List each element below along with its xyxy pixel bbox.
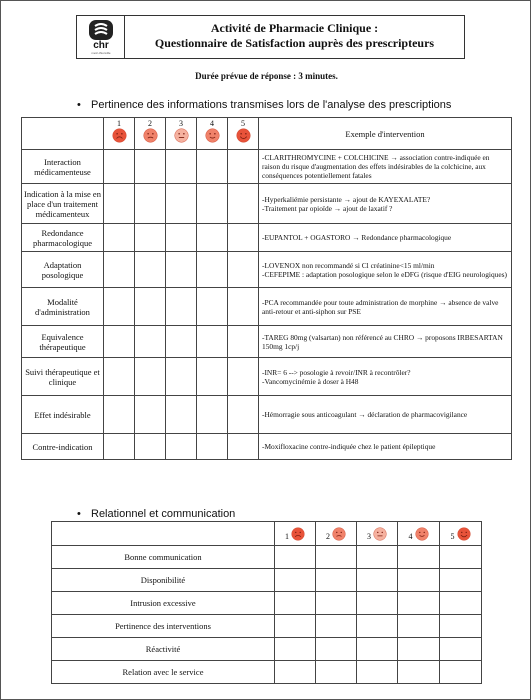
scale-header-2: 2 <box>135 118 166 150</box>
rating-cell-3[interactable] <box>357 569 398 592</box>
example-text: -CLARITHROMYCINE + COLCHICINE → association contre-indiquée en raison du risque d'augmentation des effets indésirables de la colchicine, aux conséquences potentiellement fatales <box>259 150 512 184</box>
rating-cell-1[interactable] <box>104 434 135 460</box>
scale-header-5: 5 <box>228 118 259 150</box>
title-line-2: Questionnaire de Satisfaction auprès des prescripteurs <box>154 36 435 50</box>
example-text: -TAREG 80mg (valsartan) non référencé au CHRO → proposons IRBESARTAN 150mg 1cp/j <box>259 326 512 358</box>
scale-header-2: 2 <box>316 522 357 546</box>
pertinence-table <box>21 117 512 460</box>
example-text: -PCA recommandée pour toute administration de morphine → absence de valve anti-retour et anti-siphon sur PSE <box>259 288 512 326</box>
rating-cell-5[interactable] <box>228 434 259 460</box>
rating-cell-1[interactable] <box>104 358 135 396</box>
rating-cell-1[interactable] <box>275 638 316 661</box>
rating-cell-2[interactable] <box>135 150 166 184</box>
rating-cell-2[interactable] <box>135 396 166 434</box>
rating-cell-3[interactable] <box>357 661 398 684</box>
rating-cell-5[interactable] <box>440 546 482 569</box>
title-line-1: Activité de Pharmacie Clinique : <box>210 21 379 35</box>
rating-cell-5[interactable] <box>228 184 259 224</box>
example-text: -LOVENOX non recommandé si Cl créatinine<15 ml/min -CEFEPIME : adaptation posologique selon le eDFG (risque d'EIG neurologiques) <box>259 252 512 288</box>
rating-cell-4[interactable] <box>197 434 228 460</box>
criterion-label: Indication à la mise en place d'un traitement médicamenteux <box>22 184 104 224</box>
table-row <box>22 358 512 396</box>
rating-cell-5[interactable] <box>228 252 259 288</box>
rating-cell-2[interactable] <box>135 224 166 252</box>
very-unhappy-face-icon <box>112 130 127 147</box>
section1-title-text: Pertinence des informations transmises lors de l'analyse des prescriptions <box>91 99 452 111</box>
happy-face-icon <box>205 130 220 147</box>
rating-cell-3[interactable] <box>166 396 197 434</box>
rating-cell-2[interactable] <box>135 326 166 358</box>
criterion-label: Contre-indication <box>22 434 104 460</box>
scale-header-1: 1 <box>104 118 135 150</box>
rating-cell-5[interactable] <box>440 592 482 615</box>
document-title <box>125 21 464 51</box>
rating-cell-2[interactable] <box>316 615 357 638</box>
rating-cell-3[interactable] <box>357 546 398 569</box>
rating-cell-4[interactable] <box>197 224 228 252</box>
response-duration: Durée prévue de réponse : 3 minutes. <box>195 71 338 81</box>
rating-cell-4[interactable] <box>197 150 228 184</box>
neutral-face-icon <box>373 528 387 537</box>
logo-text: chr <box>93 40 109 51</box>
table-row <box>52 569 482 592</box>
section2-title-text: Relationnel et communication <box>91 508 236 520</box>
rating-cell-5[interactable] <box>228 150 259 184</box>
rating-cell-5[interactable] <box>440 615 482 638</box>
rating-cell-2[interactable] <box>316 661 357 684</box>
rating-cell-5[interactable] <box>440 569 482 592</box>
rating-cell-2[interactable] <box>316 546 357 569</box>
criterion-label: Equivalence thérapeutique <box>22 326 104 358</box>
rating-cell-1[interactable] <box>104 288 135 326</box>
rating-cell-4[interactable] <box>398 615 440 638</box>
rating-cell-1[interactable] <box>104 396 135 434</box>
criterion-header-cell <box>22 118 104 150</box>
unhappy-face-icon <box>143 130 158 147</box>
table-row <box>22 326 512 358</box>
table-row <box>52 615 482 638</box>
rating-cell-1[interactable] <box>104 150 135 184</box>
rating-cell-5[interactable] <box>228 358 259 396</box>
rating-cell-1[interactable] <box>104 326 135 358</box>
rating-cell-2[interactable] <box>316 638 357 661</box>
bullet-icon: • <box>77 99 81 111</box>
section1-title <box>77 99 451 111</box>
table-row <box>52 592 482 615</box>
rating-cell-4[interactable] <box>197 252 228 288</box>
rating-cell-2[interactable] <box>316 592 357 615</box>
criterion-label: Intrusion excessive <box>52 592 275 615</box>
table-row <box>52 661 482 684</box>
example-text: -Hémorragie sous anticoagulant → déclaration de pharmacovigilance <box>259 396 512 434</box>
neutral-face-icon <box>174 130 189 147</box>
rating-cell-5[interactable] <box>440 638 482 661</box>
very-happy-face-icon <box>236 130 251 147</box>
rating-cell-3[interactable] <box>166 358 197 396</box>
relationnel-table-body <box>52 546 482 684</box>
rating-cell-3[interactable] <box>166 326 197 358</box>
rating-cell-3[interactable] <box>357 615 398 638</box>
criterion-label: Disponibilité <box>52 569 275 592</box>
very-unhappy-face-icon <box>291 528 305 537</box>
scale-header-1: 1 <box>275 522 316 546</box>
rating-cell-3[interactable] <box>166 288 197 326</box>
criterion-label: Adaptation posologique <box>22 252 104 288</box>
rating-cell-3[interactable] <box>166 252 197 288</box>
rating-cell-3[interactable] <box>357 638 398 661</box>
criterion-header-cell <box>52 522 275 546</box>
rating-cell-2[interactable] <box>316 569 357 592</box>
rating-cell-4[interactable] <box>398 661 440 684</box>
rating-cell-2[interactable] <box>135 288 166 326</box>
rating-cell-5[interactable] <box>440 661 482 684</box>
rating-cell-1[interactable] <box>275 592 316 615</box>
rating-cell-4[interactable] <box>398 592 440 615</box>
example-text: -Hyperkaliémie persistante → ajout de KAYEXALATE? -Traitement par opioïde → ajout de laxatif ? <box>259 184 512 224</box>
scale-header-3: 3 <box>357 522 398 546</box>
criterion-label: Interaction médicamenteuse <box>22 150 104 184</box>
example-header: Exemple d'intervention <box>259 118 512 150</box>
bullet-icon: • <box>77 508 81 520</box>
rating-cell-1[interactable] <box>104 184 135 224</box>
criterion-label: Redondance pharmacologique <box>22 224 104 252</box>
rating-cell-3[interactable] <box>166 184 197 224</box>
criterion-label: Effet indésirable <box>22 396 104 434</box>
example-text: -INR= 6 --> posologie à revoir/INR à recontrôler? -Vancomycinémie à doser à H48 <box>259 358 512 396</box>
rating-cell-4[interactable] <box>197 326 228 358</box>
rating-cell-4[interactable] <box>398 546 440 569</box>
table-header-row <box>22 118 512 150</box>
happy-face-icon <box>415 528 429 537</box>
rating-cell-5[interactable] <box>228 396 259 434</box>
table-row <box>52 546 482 569</box>
table-row <box>52 638 482 661</box>
rating-cell-4[interactable] <box>398 569 440 592</box>
example-text: -EUPANTOL + OGASTORO → Redondance pharmacologique <box>259 224 512 252</box>
rating-cell-1[interactable] <box>104 224 135 252</box>
rating-cell-2[interactable] <box>135 184 166 224</box>
table-row <box>22 252 512 288</box>
unhappy-face-icon <box>332 528 346 537</box>
rating-cell-2[interactable] <box>135 358 166 396</box>
hospital-logo <box>77 16 125 58</box>
logo-icon <box>86 19 116 41</box>
section2-title <box>77 508 235 520</box>
rating-cell-4[interactable] <box>197 288 228 326</box>
criterion-label: Bonne communication <box>52 546 275 569</box>
rating-cell-3[interactable] <box>166 224 197 252</box>
example-text: -Moxifloxacine contre-indiquée chez le patient épileptique <box>259 434 512 460</box>
rating-cell-5[interactable] <box>228 326 259 358</box>
criterion-label: Relation avec le service <box>52 661 275 684</box>
rating-cell-4[interactable] <box>197 184 228 224</box>
table-row <box>22 288 512 326</box>
rating-cell-3[interactable] <box>357 592 398 615</box>
criterion-label: Modalité d'administration <box>22 288 104 326</box>
table-header-row <box>52 522 482 546</box>
scale-header-5: 5 <box>440 522 482 546</box>
criterion-label: Réactivité <box>52 638 275 661</box>
table-row <box>22 434 512 460</box>
rating-cell-3[interactable] <box>166 150 197 184</box>
table-row <box>22 396 512 434</box>
rating-cell-2[interactable] <box>135 252 166 288</box>
rating-cell-4[interactable] <box>197 358 228 396</box>
rating-cell-5[interactable] <box>228 224 259 252</box>
rating-cell-1[interactable] <box>275 661 316 684</box>
rating-cell-4[interactable] <box>398 638 440 661</box>
logo-subtext: metz-thionville <box>91 51 111 55</box>
rating-cell-2[interactable] <box>135 434 166 460</box>
criterion-label: Pertinence des interventions <box>52 615 275 638</box>
relationnel-table <box>51 521 482 684</box>
table-row <box>22 184 512 224</box>
rating-cell-1[interactable] <box>275 569 316 592</box>
rating-cell-4[interactable] <box>197 396 228 434</box>
very-happy-face-icon <box>457 528 471 537</box>
table-row <box>22 224 512 252</box>
rating-cell-5[interactable] <box>228 288 259 326</box>
rating-cell-1[interactable] <box>275 615 316 638</box>
criterion-label: Suivi thérapeutique et clinique <box>22 358 104 396</box>
document-header <box>76 15 465 59</box>
scale-header-4: 4 <box>398 522 440 546</box>
rating-cell-3[interactable] <box>166 434 197 460</box>
rating-cell-1[interactable] <box>275 546 316 569</box>
scale-header-4: 4 <box>197 118 228 150</box>
pertinence-table-body <box>22 150 512 460</box>
table-row <box>22 150 512 184</box>
rating-cell-1[interactable] <box>104 252 135 288</box>
scale-header-3: 3 <box>166 118 197 150</box>
